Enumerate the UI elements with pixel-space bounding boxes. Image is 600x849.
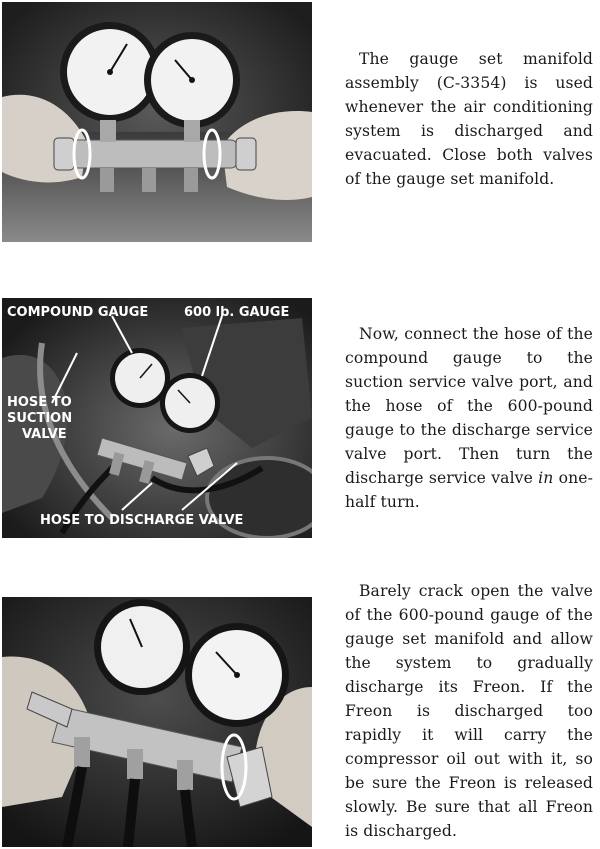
gauge-closeup-photo xyxy=(2,597,312,847)
hose-to-label: HOSE TO xyxy=(7,395,72,410)
engine-connection-photo xyxy=(2,298,312,538)
section-3-paragraph: Barely crack open the valve of the 600-pound gauge of the gauge set manifold and allow the system to gradually discharge its Freon. If the Freon is discharged too rapidly it will carry the compressor oil out with it, so be sure the Freon is released slowly. Be sure that all Freon is discharged. xyxy=(345,582,593,840)
section-2-paragraph xyxy=(345,322,593,514)
hose-to-discharge-label: HOSE TO DISCHARGE VALVE xyxy=(40,513,244,528)
section-2-text-before: Now, connect the hose of the compound gauge to the suction service valve port, and the hose of the 600-pound gauge to the discharge service valve port. Then turn the discharge service valve xyxy=(345,325,593,487)
section-2-text-after: one-half turn. xyxy=(345,469,593,511)
gauge-manifold-icon xyxy=(2,2,312,242)
suction-label: SUCTION xyxy=(7,411,73,426)
gauge-manifold-photo xyxy=(2,2,312,242)
compound-gauge-label: COMPOUND GAUGE xyxy=(7,305,149,320)
valve-label: VALVE xyxy=(22,427,67,442)
section-2-text-emphasis: in xyxy=(538,469,554,487)
engine-connection-icon xyxy=(2,298,312,538)
gauge-closeup-icon xyxy=(2,597,312,847)
six-hundred-gauge-label: 600 lb. GAUGE xyxy=(184,305,290,320)
section-1-paragraph: The gauge set manifold assembly (C-3354) is used whenever the air conditioning system is discharged and evacuated. Close both valves of the gauge set manifold. xyxy=(345,50,593,188)
